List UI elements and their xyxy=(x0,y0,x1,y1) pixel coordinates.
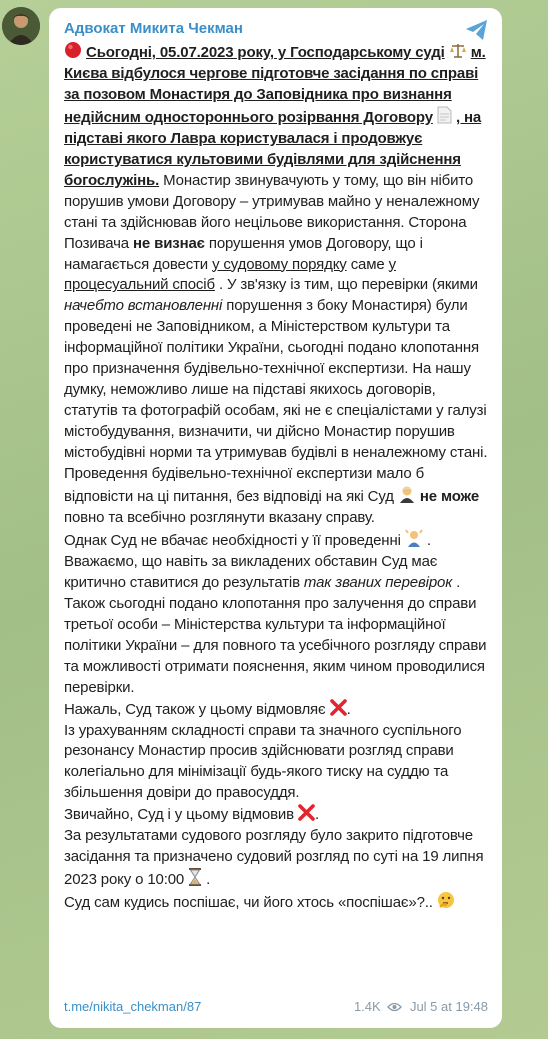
body-text-3: саме xyxy=(350,255,389,273)
paragraph-3-end: . xyxy=(426,531,431,549)
paragraph-9: За результатами судового розгляду було закрито підготовче засідання та призначено судовий розгляд по суті на 19 липня 2023 року о 10:00 xyxy=(64,827,484,889)
cross-mark-icon xyxy=(298,804,315,821)
hourglass-icon xyxy=(188,868,202,886)
body-text-4: . У зв'язку із тим, що перевірки (якими xyxy=(218,276,478,294)
message-footer xyxy=(64,998,488,1016)
post-date: Jul 5 at 19:48 xyxy=(409,999,488,1014)
channel-avatar[interactable] xyxy=(2,7,40,45)
balance-scale-icon xyxy=(449,43,467,59)
paragraph-2: Проведення будівельно-технічної експертизи мало б відповісти на ці питання, без відповіді на які Суд xyxy=(64,465,425,506)
shrug-icon xyxy=(405,529,423,547)
cannot-text: не може xyxy=(419,488,480,506)
paragraph-3: Однак Суд не вбачає необхідності у її проведенні xyxy=(64,531,405,549)
message-text: Сьогодні, 05.07.2023 року, у Господарському суді м. Києва відбулося чергове підготовче засідання по справі за позовом Монастиря до Заповідника про визнання недійсним одностороннього розірвання Договору , на підставі якого Лавра користувалася і продовжує користуватися культовими будівлями для здійснення богослужінь. Монастир звинувачують у тому, що він нібито порушив умови Договору – утримував майно у неналежному стані та здійснював його нецільове використання. Сторона Позивача не визнає порушення умов Договору, що і намагається довести у судовому порядку саме у процесуальний спосіб . У зв'язку із тим, що перевірки (якими начебто встановленні порушення з боку Монастиря) були проведені не Заповідником, а Міністерством культури та інформаційної політики України, сьогодні подано клопотання про призначення будівельно-технічної експертизи. На нашу думку, неможливо лише на підставі якихось договорів, статутів та фотографій особам, які не є спеціалістами у галузі містобудування, визначити, чи дійсно Монастир порушив містобудівні норми та утримував будівлі в неналежному стані. Проведення будівельно-технічної експертизи мало б відповісти на ці питання, без відповіді на які Суд не може повно та всебічно розглянути вказану справу. Однак Суд не вбачає необхідності у її проведенні . Вважаємо, що навіть за викладених обставин Суд має критично ставитися до результатів так званих перевірок . Також сьогодні подано клопотання про залучення до справи третьої особи – Міністерства культури та інформаційної політики України – для повного та усебічного розгляду справи та можливості отримати пояснення, яким чином проводилися перевірки. Нажаль, Суд також у цьому відмовляє . Із урахуванням складності справи та значного суспільного резонансу Монастир просив здійснювати розгляд справи колегіально для мінімізації будь-якого тиску на суддю та збільшення довіри до правосуддя. Звичайно, Суд і у цьому відмовив . За результатами судового розгляду було закрито підготовче засідання та призначено судовий розгляд по суті на 19 липня 2023 року о 10:00 . Суд сам кудись поспішає, чи його хтось «поспішає»?.. xyxy=(64,41,488,914)
judge-icon xyxy=(398,485,416,503)
eye-icon xyxy=(387,1002,402,1012)
body-text-1: Монастир звинувачують у тому, що він нібито порушив умови Договору – утримував майно у неналежному стані та здійснював його нецільове використання. Сторона Позивача xyxy=(64,171,480,252)
channel-name[interactable]: Адвокат Микита Чекман xyxy=(64,20,243,37)
paragraph-10: Суд сам кудись поспішає, чи його хтось «поспішає»?.. xyxy=(64,894,433,912)
paragraph-4: Вважаємо, що навіть за викладених обставин Суд має критично ставитися до результатів xyxy=(64,552,438,591)
headline-part-3: , на підставі якого Лавра користувалася і продовжує користуватися культовими будівлями для здійснення богослужінь. xyxy=(64,108,482,189)
document-icon xyxy=(437,106,452,124)
so-called-inspections-text: так званих перевірок xyxy=(303,573,453,591)
red-circle-icon xyxy=(64,41,82,59)
paragraph-7: Із урахуванням складності справи та значного суспільного резонансу Монастир просив здійснювати розгляд справи колегіально для мінімізації будь-якого тиску на суддю та збільшення довіри до правосуддя. xyxy=(64,721,462,802)
headline-part-2: м. Києва відбулося чергове підготовче засідання по справі за позовом Монастиря до Заповідника про визнання недійсним одностороннього розірвання Договору xyxy=(64,44,486,126)
post-link[interactable]: t.me/nikita_chekman/87 xyxy=(64,999,202,1014)
allegedly-text: начебто встановленні xyxy=(64,297,223,315)
message-bubble xyxy=(49,8,502,1028)
message-meta xyxy=(350,998,488,1016)
court-order-text: у судовому порядку xyxy=(212,255,347,273)
paragraph-5: Також сьогодні подано клопотання про залучення до справи третьої особи – Міністерства культури та інформаційної політики України – для повного та усебічного розгляду справи та можливості отримати пояснення, яким чином проводилися перевірки. xyxy=(64,594,487,696)
body-text-2: порушення умов Договору, що і намагається довести xyxy=(64,234,423,273)
headline-part-1: Сьогодні, 05.07.2023 року, у Господарському суді xyxy=(86,44,445,61)
cross-mark-icon xyxy=(330,699,347,716)
paragraph-6: Нажаль, Суд також у цьому відмовляє xyxy=(64,700,326,718)
body-text-5: порушення з боку Монастиря) були проведені не Заповідником, а Міністерством культури та інформаційної політики України, сьогодні подано клопотання про призначення будівельно-технічної експертизи. На нашу думку, неможливо лише на підставі якихось договорів, статутів та фотографій особам, які не є спеціалістами у галузі містобудування, визначити, чи дійсно Монастир порушив містобудівні норми та утримував будівлі в неналежному стані. xyxy=(64,297,488,462)
paragraph-2-end: повно та всебічно розглянути вказану справу. xyxy=(64,508,375,526)
paragraph-4-end: . xyxy=(456,573,461,591)
procedural-way-text: у процесуальний спосіб xyxy=(64,255,396,294)
paragraph-8: Звичайно, Суд і у цьому відмовив xyxy=(64,806,294,824)
not-admit-text: не визнає xyxy=(133,234,205,252)
thinking-face-icon xyxy=(437,891,455,909)
views-count: 1.4K xyxy=(353,999,381,1014)
share-icon[interactable] xyxy=(464,18,490,42)
